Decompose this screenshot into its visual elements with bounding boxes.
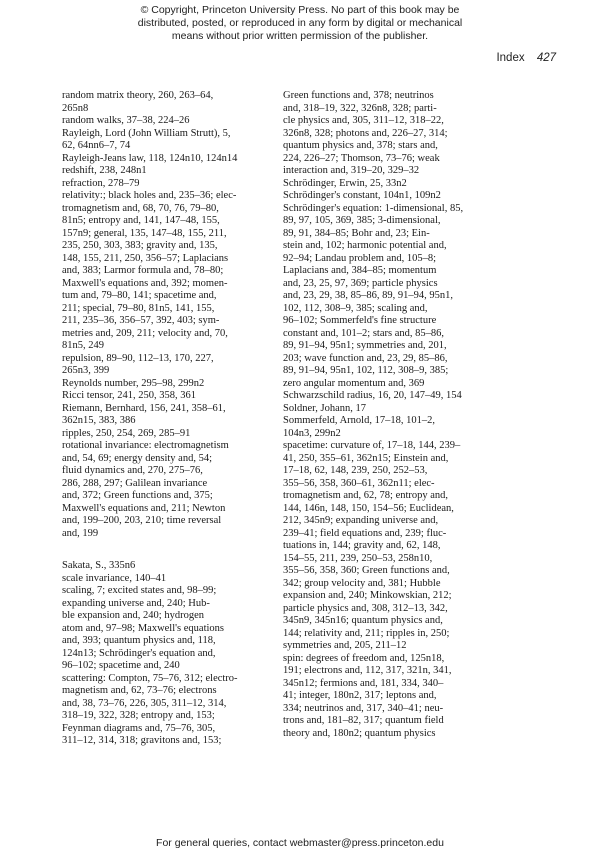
index-entry-line: random walks, 37–38, 224–26 <box>62 115 190 126</box>
index-entry-line: Maxwell's equations and, 211; Newton <box>62 502 226 514</box>
index-entry <box>62 673 268 748</box>
index-entry-line: relativity:; black holes and, 235–36; elec- <box>62 190 237 201</box>
index-entry-line: and, 199 <box>62 527 99 539</box>
index-entry-line: 355–56, 358, 360; Green functions and, <box>283 565 450 576</box>
index-entry-line: and, 38, 73–76, 226, 305, 311–12, 314, <box>62 697 227 709</box>
index-entry-line: Schrödinger's constant, 104n1, 109n2 <box>283 190 441 201</box>
index-entry-line: 154–55, 211, 239, 250–53, 258n10, <box>283 552 433 564</box>
index-entry-line: stein and, 102; harmonic potential and, <box>283 240 447 251</box>
index-entry-line: theory and, 180n2; quantum physics <box>283 727 436 739</box>
copyright-line: © Copyright, Princeton University Press. No part of this book may be <box>140 4 460 16</box>
index-entry-line: interaction and, 319–20, 329–32 <box>283 165 420 176</box>
index-entry-line: scale invariance, 140–41 <box>62 572 167 584</box>
index-entry <box>283 415 489 440</box>
index-entry <box>283 403 489 416</box>
index-entry-line: tum and, 79–80, 141; spacetime and, <box>62 290 217 301</box>
index-entry-line: 96–102; spacetime and, 240 <box>62 660 180 671</box>
index-entry <box>283 203 489 391</box>
index-entry-line: Ricci tensor, 241, 250, 358, 361 <box>62 390 197 401</box>
index-entry-line: 89, 97, 105, 369, 385; 3-dimensional, <box>283 215 441 226</box>
index-entry-line: 345n9, 345n16; quantum physics and, <box>283 615 443 626</box>
index-entry <box>62 165 268 178</box>
index-entry-line: 81n5; entropy and, 141, 147–48, 155, <box>62 215 220 226</box>
page-number: 427 <box>536 52 556 64</box>
index-entry-line: trons and, 181–82, 317; quantum field <box>283 715 444 726</box>
index-entry-line: 342; group velocity and, 381; Hubble <box>283 577 441 589</box>
index-entry <box>62 428 268 441</box>
index-entry-line: 17–18, 62, 148, 239, 250, 252–53, <box>283 465 428 476</box>
index-entry-line: 239–41; field equations and, 239; fluc- <box>283 527 447 539</box>
index-entry-line: and, 372; Green functions and, 375; <box>62 490 213 501</box>
index-entry-line: 355–56, 358, 360–61, 362n11; elec- <box>283 477 435 489</box>
index-entry-line: 345n12; fermions and, 181, 334, 340– <box>283 677 444 689</box>
index-entry-line: spin: degrees of freedom and, 125n18, <box>283 652 445 664</box>
index-entry-line: symmetries and, 205, 211–12 <box>283 640 407 651</box>
index-entry-line: 212, 345n9; expanding universe and, <box>283 515 439 526</box>
index-entry-line: 211; special, 79–80, 81n5, 141, 155, <box>62 302 215 314</box>
index-entry-line: 326n8, 328; photons and, 226–27, 314; <box>283 127 448 139</box>
index-entry-line: Soldner, Johann, 17 <box>283 402 366 414</box>
index-entry-line: refraction, 278–79 <box>62 177 140 189</box>
index-entry-line: 362n15, 383, 386 <box>62 415 136 426</box>
index-column-left <box>62 90 268 748</box>
index-entry-line: Schrödinger, Erwin, 25, 33n2 <box>283 177 407 189</box>
index-entry-line: 265n8 <box>62 102 89 114</box>
index-entry-line: tuations in, 144; gravity and, 62, 148, <box>283 540 441 551</box>
index-entry <box>62 353 268 378</box>
index-entry-line: 89, 91–94, 95n1, 102, 112, 308–9, 385; <box>283 365 449 376</box>
index-entry <box>283 440 489 653</box>
index-entry-line: scaling, 7; excited states and, 98–99; <box>62 585 217 596</box>
index-entry <box>62 115 268 128</box>
index-entry-line: 224, 226–27; Thomson, 73–76; weak <box>283 152 440 164</box>
index-entry-line: 41, 250, 355–61, 362n15; Einstein and, <box>283 452 449 464</box>
index-entry-line: 92–94; Landau problem and, 105–8; <box>283 252 437 264</box>
index-entry-line: 157n9; general, 135, 147–48, 155, 211, <box>62 227 227 239</box>
copyright-notice <box>0 4 600 43</box>
index-entry-line: and, 393; quantum physics and, 118, <box>62 635 216 646</box>
index-entry-line: 96–102; Sommerfeld's fine structure <box>283 315 437 326</box>
index-entry-line: Reynolds number, 295–98, 299n2 <box>62 377 205 389</box>
index-entry-line: Rayleigh-Jeans law, 118, 124n10, 124n14 <box>62 152 238 164</box>
index-entry-line: 89, 91–94, 95n1; symmetries and, 201, <box>283 340 447 351</box>
index-entry-line: Riemann, Bernhard, 156, 241, 358–61, <box>62 402 226 414</box>
index-entry-line: and, 318–19, 322, 326n8, 328; parti- <box>283 102 437 114</box>
index-entry-line: 81n5, 249 <box>62 340 104 351</box>
index-entry <box>62 560 268 573</box>
index-entry-line: quantum physics and, 378; stars and, <box>283 140 438 151</box>
index-entry-line: 334; neutrinos and, 317, 340–41; neu- <box>283 702 444 714</box>
index-entry-line: and, 54, 69; energy density and, 54; <box>62 452 212 464</box>
running-head <box>496 52 556 64</box>
index-entry-line: 102, 112, 308–9, 385; scaling and, <box>283 302 428 314</box>
index-entry-line: rotational invariance: electromagnetism <box>62 440 229 451</box>
index-entry <box>62 440 268 540</box>
index-entry-line: expansion and, 240; Minkowskian, 212; <box>283 590 452 601</box>
index-entry-line: 265n3, 399 <box>62 365 110 376</box>
index-entry-line: cle physics and, 305, 311–12, 318–22, <box>283 115 444 126</box>
index-entry-line: redshift, 238, 248n1 <box>62 165 147 176</box>
index-entry <box>62 573 268 586</box>
letter-group-gap <box>62 540 268 560</box>
index-entry-line: atom and, 97–98; Maxwell's equations <box>62 622 224 634</box>
index-entry <box>283 190 489 203</box>
index-entry-line: Sakata, S., 335n6 <box>62 560 136 571</box>
index-entry-line: 286, 288, 297; Galilean invariance <box>62 477 208 489</box>
index-entry-line: 318–19, 322, 328; entropy and, 153; <box>62 710 215 721</box>
index-entry <box>283 178 489 191</box>
index-entry-line: Feynman diagrams and, 75–76, 305, <box>62 722 216 734</box>
index-entry-line: 144, 146n, 148, 150, 154–56; Euclidean, <box>283 502 454 514</box>
index-entry-line: 124n13; Schrödinger's equation and, <box>62 647 216 659</box>
index-entry-line: and, 199–200, 203, 210; time reversal <box>62 515 222 526</box>
index-entry-line: ripples, 250, 254, 269, 285–91 <box>62 427 191 439</box>
index-entry-line: tromagnetism and, 68, 70, 76, 79–80, <box>62 202 219 214</box>
index-entry-line: expanding universe and, 240; Hub- <box>62 597 210 609</box>
index-entry-line: Schrödinger's equation: 1-dimensional, 85, <box>283 202 464 214</box>
index-entry <box>62 90 268 115</box>
index-entry-line: particle physics and, 308, 312–13, 342, <box>283 602 448 614</box>
index-entry-line: 89, 91, 384–85; Bohr and, 23; Ein- <box>283 227 430 239</box>
index-entry-line: Rayleigh, Lord (John William Strutt), 5, <box>62 127 231 139</box>
index-entry-line: repulsion, 89–90, 112–13, 170, 227, <box>62 352 214 364</box>
index-entry-line: 235, 250, 303, 383; gravity and, 135, <box>62 240 218 251</box>
index-entry-line: scattering: Compton, 75–76, 312; electro- <box>62 672 238 684</box>
index-entry-line: Maxwell's equations and, 392; momen- <box>62 277 228 289</box>
index-entry-line: Laplacians and, 384–85; momentum <box>283 265 437 276</box>
index-entry-line: spacetime: curvature of, 17–18, 144, 239– <box>283 440 461 451</box>
index-entry-line: 148, 155, 211, 250, 356–57; Laplacians <box>62 252 229 264</box>
copyright-line: distributed, posted, or reproduced in any form by digital or mechanical <box>137 17 463 29</box>
index-entry-line: and, 23, 25, 97, 369; particle physics <box>283 277 438 289</box>
index-entry <box>62 585 268 673</box>
index-entry-line: tromagnetism and, 62, 78; entropy and, <box>283 490 449 501</box>
index-entry-line: ble expansion and, 240; hydrogen <box>62 610 205 621</box>
index-entry-line: 144; relativity and, 211; ripples in, 250; <box>283 627 450 639</box>
index-entry <box>62 128 268 153</box>
index-entry-line: and, 383; Larmor formula and, 78–80; <box>62 265 224 276</box>
index-entry <box>62 403 268 428</box>
index-entry <box>283 90 489 178</box>
index-entry <box>62 378 268 391</box>
index-column-right <box>283 90 489 740</box>
index-entry <box>62 153 268 166</box>
index-entry-line: Green functions and, 378; neutrinos <box>283 90 434 101</box>
index-entry <box>283 390 489 403</box>
index-entry-line: random matrix theory, 260, 263–64, <box>62 90 214 101</box>
index-entry-line: and, 23, 29, 38, 85–86, 89, 91–94, 95n1, <box>283 290 454 301</box>
index-entry <box>283 653 489 741</box>
index-entry-line: 191; electrons and, 112, 317, 321n, 341, <box>283 665 452 676</box>
index-entry-line: 211, 235–36, 356–57, 392, 403; sym- <box>62 315 220 326</box>
running-head-title: Index <box>496 52 525 64</box>
index-entry-line: metries and, 209, 211; velocity and, 70, <box>62 327 228 339</box>
index-entry <box>62 190 268 353</box>
index-entry <box>62 178 268 191</box>
index-entry-line: zero angular momentum and, 369 <box>283 377 425 389</box>
footer-contact: For general queries, contact webmaster@press.princeton.edu <box>156 837 444 849</box>
index-entry <box>62 390 268 403</box>
index-entry-line: constant and, 101–2; stars and, 85–86, <box>283 327 444 339</box>
index-entry-line: 41; integer, 180n2, 317; leptons and, <box>283 690 437 701</box>
index-entry-line: 62, 64nn6–7, 74 <box>62 140 131 151</box>
index-entry-line: Schwarzschild radius, 16, 20, 147–49, 154 <box>283 390 462 401</box>
index-entry-line: fluid dynamics and, 270, 275–76, <box>62 465 203 476</box>
index-entry-line: magnetism and, 62, 73–76; electrons <box>62 685 217 696</box>
index-entry-line: 311–12, 314, 318; gravitons and, 153; <box>62 735 222 746</box>
index-entry-line: Sommerfeld, Arnold, 17–18, 101–2, <box>283 415 435 426</box>
index-entry-line: 203; wave function and, 23, 29, 85–86, <box>283 352 448 364</box>
copyright-line: means without prior written permission of the publisher. <box>171 30 429 42</box>
index-entry-line: 104n3, 299n2 <box>283 427 341 439</box>
